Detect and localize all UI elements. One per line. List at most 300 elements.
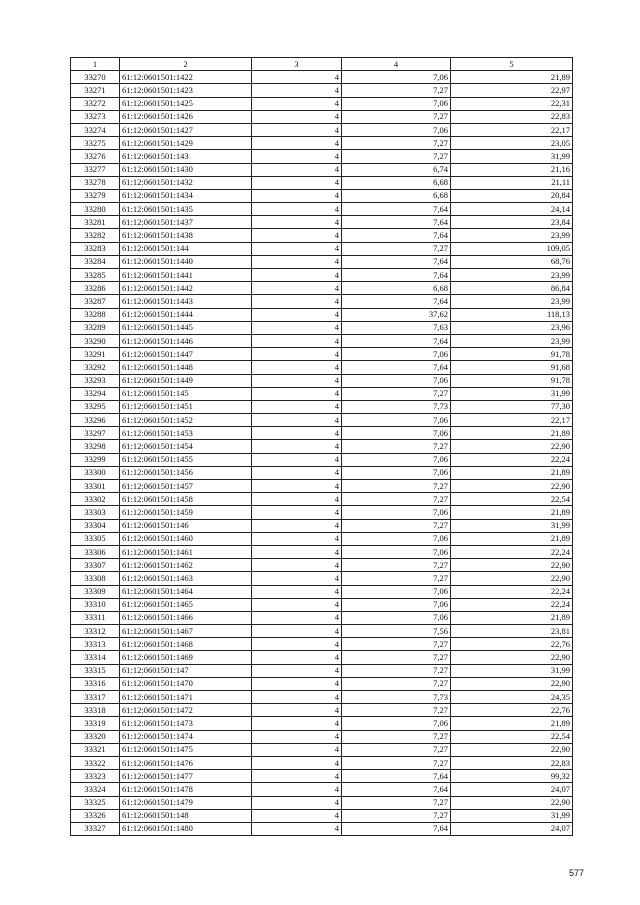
cadastral-number-cell: 61:12:0601501:1471 [120,691,252,704]
value-b-cell: 22,17 [451,123,573,136]
table-row [71,585,573,598]
category-code-cell: 4 [252,691,342,704]
table-row [71,189,573,202]
cadastral-number-cell: 61:12:0601501:1478 [120,783,252,796]
row-index-cell: 33276 [71,150,120,163]
cadastral-number-cell: 61:12:0601501:1472 [120,704,252,717]
value-a-cell: 7,64 [342,822,451,835]
table-row [71,756,573,769]
category-code-cell: 4 [252,743,342,756]
category-code-cell: 4 [252,717,342,730]
category-code-cell: 4 [252,308,342,321]
row-index-cell: 33275 [71,137,120,150]
header-col-5: 5 [451,58,573,71]
row-index-cell: 33273 [71,110,120,123]
value-b-cell: 24,07 [451,822,573,835]
row-index-cell: 33293 [71,374,120,387]
cadastral-number-cell: 61:12:0601501:1464 [120,585,252,598]
category-code-cell: 4 [252,282,342,295]
value-b-cell: 23,96 [451,321,573,334]
value-a-cell: 37,62 [342,308,451,321]
value-a-cell: 7,64 [342,334,451,347]
row-index-cell: 33271 [71,84,120,97]
value-b-cell: 22,83 [451,756,573,769]
value-b-cell: 21,89 [451,466,573,479]
category-code-cell: 4 [252,519,342,532]
row-index-cell: 33304 [71,519,120,532]
cadastral-number-cell: 61:12:0601501:1437 [120,216,252,229]
cadastral-number-cell: 61:12:0601501:1463 [120,572,252,585]
cadastral-number-cell: 61:12:0601501:1462 [120,559,252,572]
value-a-cell: 7,63 [342,321,451,334]
value-a-cell: 7,27 [342,242,451,255]
category-code-cell: 4 [252,559,342,572]
table-row [71,559,573,572]
table-body [71,71,573,836]
value-b-cell: 22,54 [451,730,573,743]
row-index-cell: 33288 [71,308,120,321]
row-index-cell: 33324 [71,783,120,796]
cadastral-number-cell: 61:12:0601501:1435 [120,203,252,216]
header-col-4: 4 [342,58,451,71]
value-b-cell: 31,99 [451,519,573,532]
table-row [71,387,573,400]
table-row [71,269,573,282]
category-code-cell: 4 [252,203,342,216]
row-index-cell: 33310 [71,598,120,611]
category-code-cell: 4 [252,348,342,361]
category-code-cell: 4 [252,466,342,479]
cadastral-number-cell: 61:12:0601501:1459 [120,506,252,519]
row-index-cell: 33316 [71,677,120,690]
category-code-cell: 4 [252,493,342,506]
category-code-cell: 4 [252,506,342,519]
row-index-cell: 33270 [71,71,120,84]
table-header [71,58,573,71]
cadastral-number-cell: 61:12:0601501:1447 [120,348,252,361]
table-row [71,84,573,97]
data-table [70,57,573,836]
cadastral-number-cell: 61:12:0601501:1453 [120,427,252,440]
value-a-cell: 7,64 [342,216,451,229]
category-code-cell: 4 [252,150,342,163]
value-a-cell: 7,56 [342,625,451,638]
value-a-cell: 7,64 [342,203,451,216]
value-a-cell: 7,27 [342,677,451,690]
value-b-cell: 31,99 [451,150,573,163]
table-row [71,400,573,413]
row-index-cell: 33292 [71,361,120,374]
row-index-cell: 33286 [71,282,120,295]
category-code-cell: 4 [252,242,342,255]
cadastral-number-cell: 61:12:0601501:147 [120,664,252,677]
row-index-cell: 33309 [71,585,120,598]
value-b-cell: 22,90 [451,559,573,572]
category-code-cell: 4 [252,97,342,110]
row-index-cell: 33291 [71,348,120,361]
table-row [71,519,573,532]
category-code-cell: 4 [252,255,342,268]
table-row [71,572,573,585]
value-b-cell: 22,76 [451,704,573,717]
row-index-cell: 33277 [71,163,120,176]
table-row [71,664,573,677]
table-row [71,427,573,440]
value-b-cell: 77,30 [451,400,573,413]
value-b-cell: 21,11 [451,176,573,189]
value-a-cell: 7,27 [342,704,451,717]
value-b-cell: 23,05 [451,137,573,150]
cadastral-number-cell: 61:12:0601501:1480 [120,822,252,835]
row-index-cell: 33281 [71,216,120,229]
header-row [71,58,573,71]
table-row [71,163,573,176]
table-row [71,150,573,163]
cadastral-number-cell: 61:12:0601501:146 [120,519,252,532]
value-a-cell: 7,06 [342,466,451,479]
value-b-cell: 99,32 [451,770,573,783]
table-row [71,348,573,361]
row-index-cell: 33315 [71,664,120,677]
category-code-cell: 4 [252,387,342,400]
category-code-cell: 4 [252,295,342,308]
cadastral-number-cell: 61:12:0601501:1474 [120,730,252,743]
category-code-cell: 4 [252,638,342,651]
value-b-cell: 118,13 [451,308,573,321]
value-a-cell: 7,27 [342,137,451,150]
cadastral-number-cell: 61:12:0601501:1470 [120,677,252,690]
row-index-cell: 33295 [71,400,120,413]
category-code-cell: 4 [252,770,342,783]
cadastral-number-cell: 61:12:0601501:1454 [120,440,252,453]
cadastral-number-cell: 61:12:0601501:1473 [120,717,252,730]
value-a-cell: 7,27 [342,387,451,400]
value-a-cell: 7,27 [342,440,451,453]
row-index-cell: 33313 [71,638,120,651]
cadastral-number-cell: 61:12:0601501:1458 [120,493,252,506]
value-b-cell: 21,89 [451,427,573,440]
category-code-cell: 4 [252,229,342,242]
row-index-cell: 33287 [71,295,120,308]
header-col-3: 3 [252,58,342,71]
table-row [71,545,573,558]
row-index-cell: 33302 [71,493,120,506]
row-index-cell: 33272 [71,97,120,110]
category-code-cell: 4 [252,269,342,282]
table-row [71,216,573,229]
row-index-cell: 33298 [71,440,120,453]
table-row [71,809,573,822]
value-a-cell: 7,27 [342,730,451,743]
value-a-cell: 7,64 [342,269,451,282]
value-a-cell: 7,06 [342,348,451,361]
category-code-cell: 4 [252,704,342,717]
table-row [71,625,573,638]
category-code-cell: 4 [252,427,342,440]
value-b-cell: 22,90 [451,480,573,493]
table-row [71,414,573,427]
value-a-cell: 7,27 [342,743,451,756]
value-a-cell: 7,27 [342,572,451,585]
row-index-cell: 33294 [71,387,120,400]
cadastral-number-cell: 61:12:0601501:148 [120,809,252,822]
table-row [71,374,573,387]
value-a-cell: 7,06 [342,611,451,624]
value-a-cell: 7,27 [342,638,451,651]
value-b-cell: 21,89 [451,611,573,624]
value-a-cell: 7,64 [342,295,451,308]
value-a-cell: 6,68 [342,282,451,295]
table-row [71,796,573,809]
value-b-cell: 24,14 [451,203,573,216]
table-row [71,282,573,295]
category-code-cell: 4 [252,598,342,611]
value-a-cell: 7,06 [342,97,451,110]
category-code-cell: 4 [252,400,342,413]
category-code-cell: 4 [252,440,342,453]
table-row [71,677,573,690]
row-index-cell: 33307 [71,559,120,572]
value-b-cell: 91,68 [451,361,573,374]
category-code-cell: 4 [252,414,342,427]
row-index-cell: 33274 [71,123,120,136]
value-b-cell: 22,24 [451,545,573,558]
value-b-cell: 22,90 [451,743,573,756]
value-b-cell: 23,99 [451,334,573,347]
table-row [71,506,573,519]
cadastral-number-cell: 61:12:0601501:1457 [120,480,252,493]
value-b-cell: 23,84 [451,216,573,229]
table-row [71,255,573,268]
cadastral-number-cell: 61:12:0601501:1422 [120,71,252,84]
table-row [71,651,573,664]
value-a-cell: 7,27 [342,809,451,822]
value-a-cell: 7,27 [342,651,451,664]
value-a-cell: 7,27 [342,480,451,493]
table-row [71,242,573,255]
row-index-cell: 33282 [71,229,120,242]
row-index-cell: 33320 [71,730,120,743]
value-b-cell: 109,05 [451,242,573,255]
row-index-cell: 33311 [71,611,120,624]
row-index-cell: 33325 [71,796,120,809]
table-row [71,466,573,479]
category-code-cell: 4 [252,361,342,374]
value-a-cell: 7,27 [342,84,451,97]
row-index-cell: 33284 [71,255,120,268]
value-a-cell: 7,06 [342,598,451,611]
value-a-cell: 7,06 [342,414,451,427]
row-index-cell: 33301 [71,480,120,493]
value-b-cell: 21,89 [451,717,573,730]
row-index-cell: 33326 [71,809,120,822]
cadastral-number-cell: 61:12:0601501:1466 [120,611,252,624]
row-index-cell: 33303 [71,506,120,519]
value-a-cell: 6,68 [342,176,451,189]
row-index-cell: 33321 [71,743,120,756]
category-code-cell: 4 [252,84,342,97]
value-a-cell: 7,06 [342,123,451,136]
table-row [71,137,573,150]
value-b-cell: 21,16 [451,163,573,176]
value-a-cell: 7,73 [342,400,451,413]
value-a-cell: 7,27 [342,493,451,506]
table-row [71,321,573,334]
table-row [71,532,573,545]
cadastral-number-cell: 61:12:0601501:1465 [120,598,252,611]
cadastral-number-cell: 61:12:0601501:1461 [120,545,252,558]
row-index-cell: 33317 [71,691,120,704]
cadastral-number-cell: 61:12:0601501:1449 [120,374,252,387]
table-row [71,203,573,216]
cadastral-number-cell: 61:12:0601501:1469 [120,651,252,664]
value-a-cell: 7,27 [342,559,451,572]
value-b-cell: 31,99 [451,809,573,822]
cadastral-number-cell: 61:12:0601501:1468 [120,638,252,651]
cadastral-number-cell: 61:12:0601501:1479 [120,796,252,809]
value-a-cell: 7,64 [342,229,451,242]
cadastral-number-cell: 61:12:0601501:1442 [120,282,252,295]
cadastral-number-cell: 61:12:0601501:1477 [120,770,252,783]
category-code-cell: 4 [252,71,342,84]
row-index-cell: 33283 [71,242,120,255]
table-row [71,229,573,242]
cadastral-number-cell: 61:12:0601501:1446 [120,334,252,347]
table-row [71,493,573,506]
cadastral-number-cell: 61:12:0601501:1456 [120,466,252,479]
category-code-cell: 4 [252,532,342,545]
row-index-cell: 33319 [71,717,120,730]
category-code-cell: 4 [252,480,342,493]
value-a-cell: 6,68 [342,189,451,202]
value-a-cell: 7,06 [342,506,451,519]
row-index-cell: 33278 [71,176,120,189]
category-code-cell: 4 [252,374,342,387]
value-b-cell: 20,84 [451,189,573,202]
value-b-cell: 22,31 [451,97,573,110]
table-row [71,361,573,374]
row-index-cell: 33285 [71,269,120,282]
table-row [71,717,573,730]
cadastral-number-cell: 61:12:0601501:1425 [120,97,252,110]
header-col-1: 1 [71,58,120,71]
value-a-cell: 7,06 [342,585,451,598]
cadastral-number-cell: 61:12:0601501:1451 [120,400,252,413]
cadastral-number-cell: 61:12:0601501:1467 [120,625,252,638]
row-index-cell: 33279 [71,189,120,202]
category-code-cell: 4 [252,189,342,202]
cadastral-number-cell: 61:12:0601501:1427 [120,123,252,136]
category-code-cell: 4 [252,585,342,598]
value-b-cell: 22,83 [451,110,573,123]
table-row [71,691,573,704]
category-code-cell: 4 [252,110,342,123]
cadastral-number-cell: 61:12:0601501:1460 [120,532,252,545]
category-code-cell: 4 [252,163,342,176]
row-index-cell: 33322 [71,756,120,769]
value-b-cell: 22,90 [451,651,573,664]
row-index-cell: 33300 [71,466,120,479]
table-row [71,743,573,756]
category-code-cell: 4 [252,651,342,664]
value-a-cell: 7,27 [342,110,451,123]
value-a-cell: 7,64 [342,770,451,783]
value-b-cell: 23,81 [451,625,573,638]
table-row [71,783,573,796]
value-b-cell: 22,24 [451,585,573,598]
value-b-cell: 21,89 [451,532,573,545]
row-index-cell: 33289 [71,321,120,334]
cadastral-number-cell: 61:12:0601501:144 [120,242,252,255]
row-index-cell: 33327 [71,822,120,835]
value-a-cell: 7,64 [342,361,451,374]
category-code-cell: 4 [252,677,342,690]
table-row [71,440,573,453]
cadastral-number-cell: 61:12:0601501:1444 [120,308,252,321]
category-code-cell: 4 [252,730,342,743]
cadastral-number-cell: 61:12:0601501:1455 [120,453,252,466]
cadastral-number-cell: 61:12:0601501:1434 [120,189,252,202]
category-code-cell: 4 [252,137,342,150]
category-code-cell: 4 [252,756,342,769]
table-row [71,123,573,136]
cadastral-number-cell: 61:12:0601501:1430 [120,163,252,176]
table-row [71,97,573,110]
table-row [71,704,573,717]
value-b-cell: 31,99 [451,664,573,677]
value-b-cell: 22,17 [451,414,573,427]
value-b-cell: 22,90 [451,677,573,690]
row-index-cell: 33306 [71,545,120,558]
value-b-cell: 24,07 [451,783,573,796]
cadastral-number-cell: 61:12:0601501:1432 [120,176,252,189]
page-number: 577 [568,868,584,878]
value-b-cell: 22,90 [451,572,573,585]
value-a-cell: 7,06 [342,453,451,466]
category-code-cell: 4 [252,796,342,809]
table-row [71,308,573,321]
value-b-cell: 68,76 [451,255,573,268]
value-b-cell: 22,24 [451,453,573,466]
cadastral-number-cell: 61:12:0601501:1438 [120,229,252,242]
value-b-cell: 22,90 [451,440,573,453]
value-a-cell: 7,06 [342,545,451,558]
cadastral-number-cell: 61:12:0601501:1445 [120,321,252,334]
table-row [71,638,573,651]
cadastral-number-cell: 61:12:0601501:143 [120,150,252,163]
value-a-cell: 7,27 [342,796,451,809]
row-index-cell: 33314 [71,651,120,664]
table-row [71,598,573,611]
category-code-cell: 4 [252,123,342,136]
header-col-2: 2 [120,58,252,71]
value-b-cell: 22,76 [451,638,573,651]
table-row [71,71,573,84]
value-a-cell: 7,27 [342,150,451,163]
cadastral-number-cell: 61:12:0601501:1429 [120,137,252,150]
value-a-cell: 6,74 [342,163,451,176]
cadastral-number-cell: 61:12:0601501:1426 [120,110,252,123]
value-b-cell: 21,89 [451,71,573,84]
value-b-cell: 86,84 [451,282,573,295]
category-code-cell: 4 [252,572,342,585]
category-code-cell: 4 [252,545,342,558]
value-b-cell: 22,90 [451,796,573,809]
cadastral-number-cell: 61:12:0601501:1443 [120,295,252,308]
value-b-cell: 91,78 [451,374,573,387]
category-code-cell: 4 [252,822,342,835]
value-a-cell: 7,06 [342,532,451,545]
